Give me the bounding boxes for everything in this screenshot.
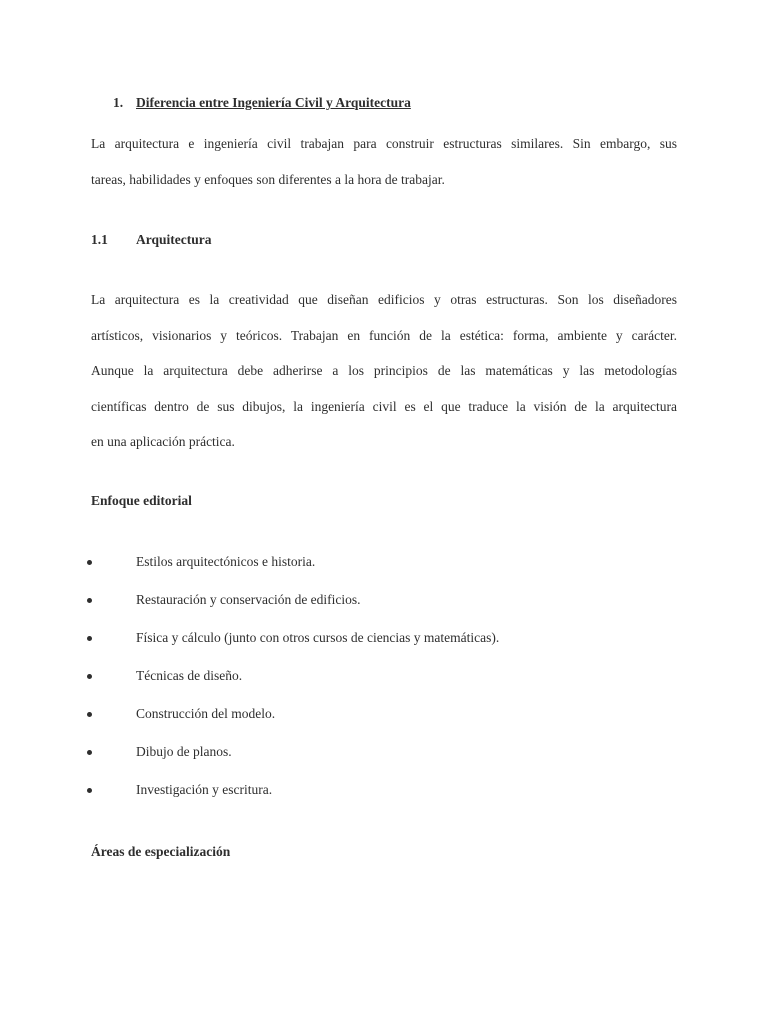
paragraph-line: artísticos, visionarios y teóricos. Trabajan en función de la estética: forma, ambiente y carácter. [91,328,677,343]
subsection-title: Arquitectura [136,232,212,247]
bullet-icon [87,788,92,793]
section-number: 1. [113,95,124,110]
bullet-icon [87,712,92,717]
intro-line: La arquitectura e ingeniería civil trabajan para construir estructuras similares. Sin embargo, sus [91,136,677,151]
bullet-icon [87,750,92,755]
paragraph-line: científicas dentro de sus dibujos, la ingeniería civil es el que traduce la visión de la arquitectura [91,399,677,414]
bullet-icon [87,636,92,641]
section-title: Diferencia entre Ingeniería Civil y Arquitectura [136,95,411,110]
intro-line: tareas, habilidades y enfoques son diferentes a la hora de trabajar. [91,172,445,187]
list-item: Física y cálculo (junto con otros cursos de ciencias y matemáticas). [136,630,500,645]
paragraph-line: en una aplicación práctica. [91,434,235,449]
specialization-heading: Áreas de especialización [91,844,231,859]
bullet-icon [87,598,92,603]
paragraph-line: La arquitectura es la creatividad que diseñan edificios y otras estructuras. Son los diseñadores [91,292,677,307]
list-item: Construcción del modelo. [136,706,276,721]
paragraph-line: Aunque la arquitectura debe adherirse a los principios de las matemáticas y las metodologías [91,363,677,378]
editorial-heading: Enfoque editorial [91,493,192,508]
list-item: Técnicas de diseño. [136,668,243,683]
list-item: Investigación y escritura. [136,782,273,797]
list-item: Restauración y conservación de edificios. [136,592,361,607]
list-item: Dibujo de planos. [136,744,232,759]
bullet-icon [87,674,92,679]
bullet-icon [87,560,92,565]
list-item: Estilos arquitectónicos e historia. [136,554,316,569]
subsection-number: 1.1 [91,232,108,247]
